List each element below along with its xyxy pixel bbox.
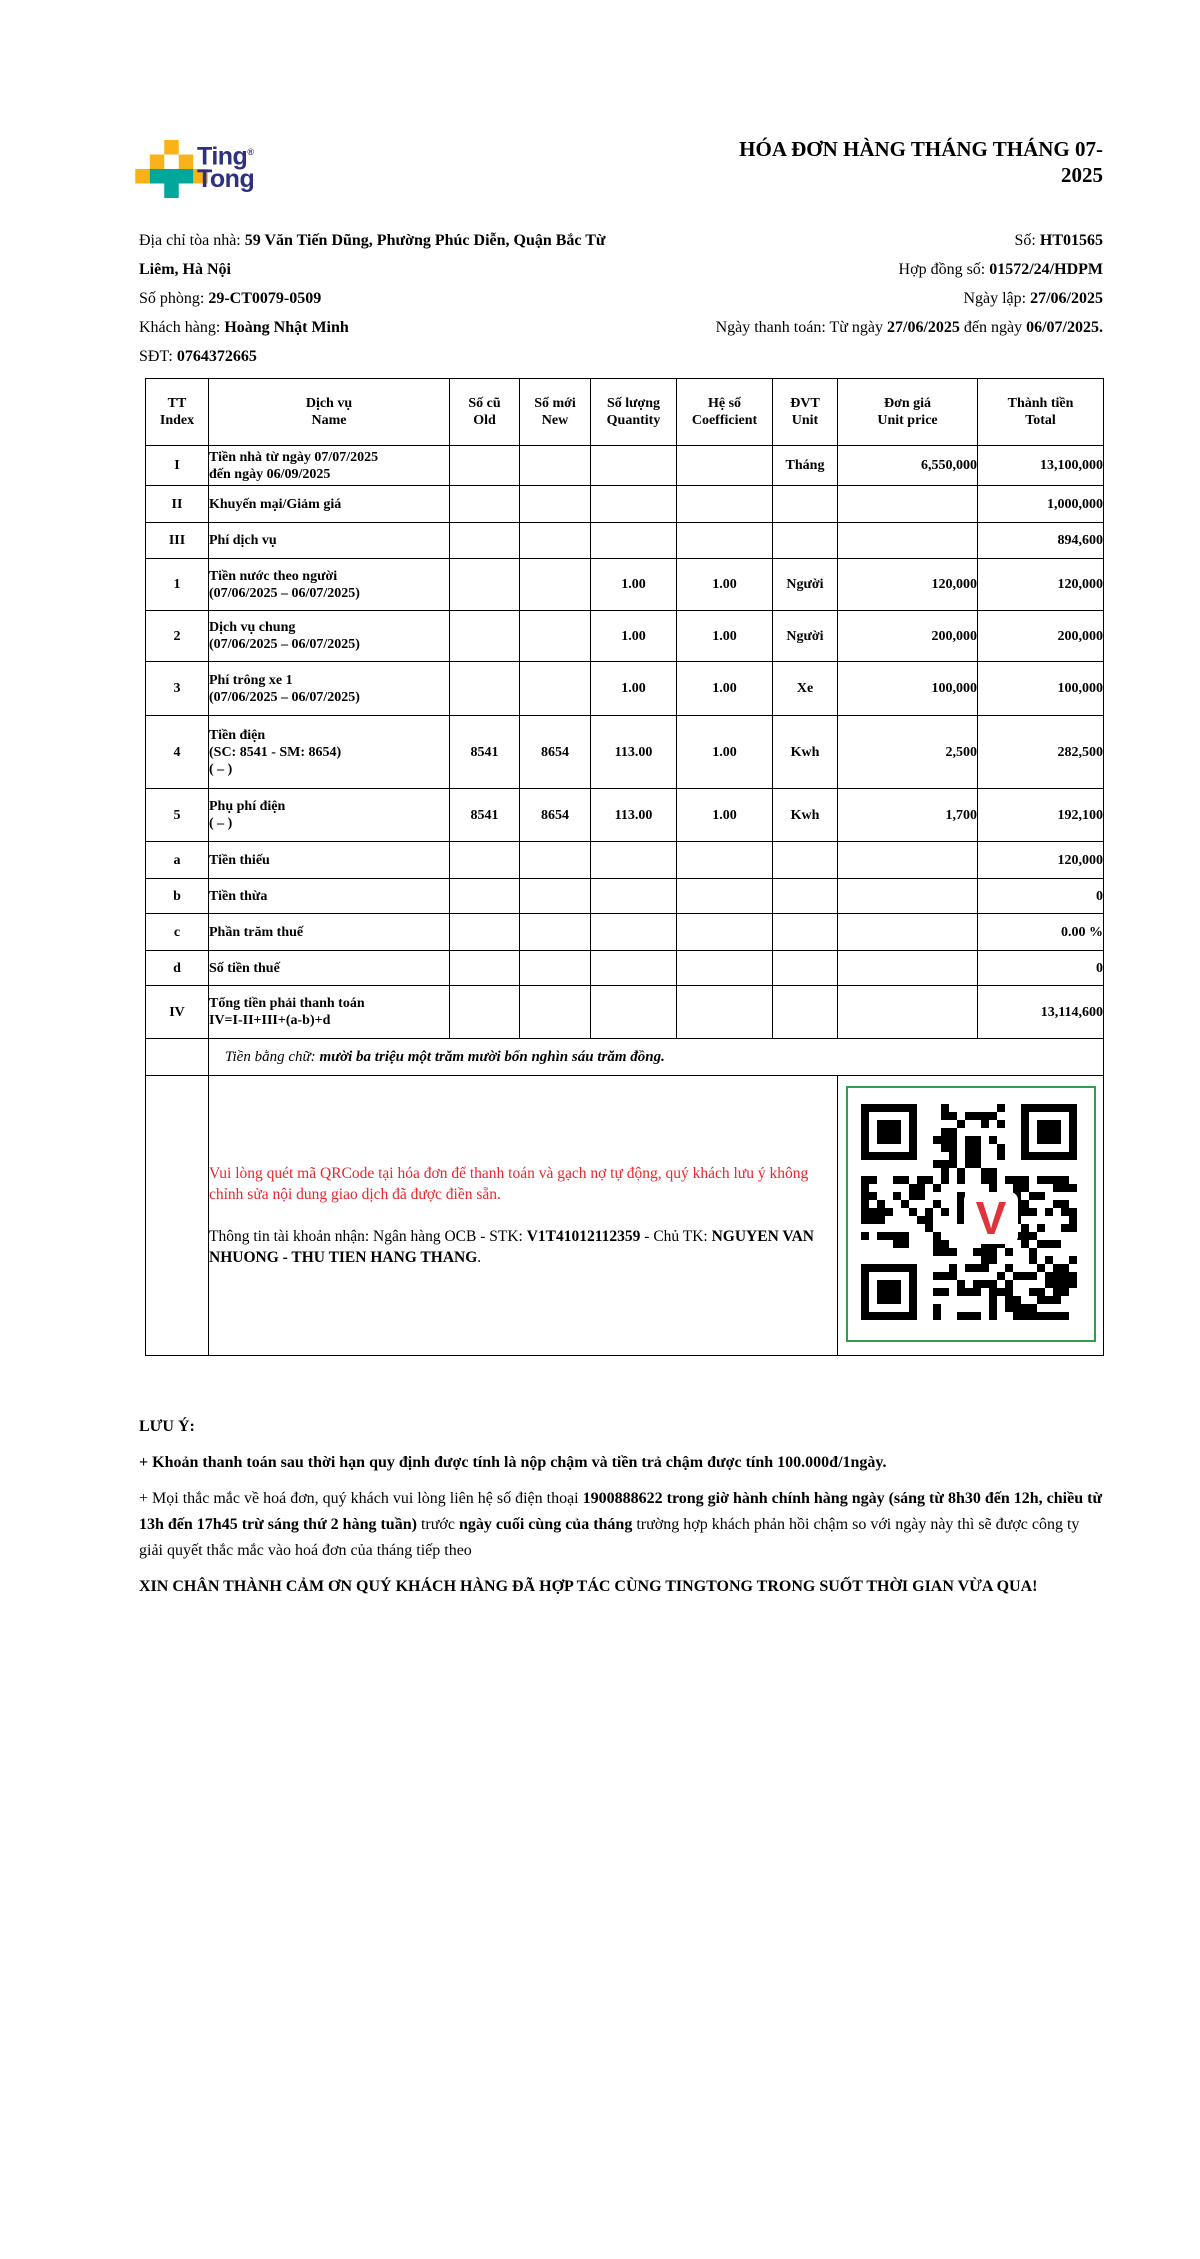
- service-name-cell: [209, 986, 450, 1039]
- hotline-note-part2: trước: [416, 1516, 459, 1533]
- table-row: [146, 446, 1104, 486]
- coefficient-cell: 1.00: [677, 611, 773, 662]
- invoice-number-label: Số:: [1014, 232, 1040, 249]
- invoice-title-line2: 2025: [1061, 163, 1103, 187]
- table-row: [146, 662, 1104, 716]
- quantity-cell: [591, 523, 677, 559]
- service-name-line: Tổng tiền phải thanh toán: [209, 996, 365, 1011]
- address-value: 59 Văn Tiến Dũng, Phường Phúc Diễn, Quận Bắc Từ Liêm, Hà Nội: [139, 232, 606, 278]
- brand-word-ting: Ting: [197, 142, 248, 171]
- row-index-cell: a: [146, 842, 209, 879]
- closing-thanks: XIN CHÂN THÀNH CẢM ƠN QUÝ KHÁCH HÀNG ĐÃ HỢP TÁC CÙNG TINGTONG TRONG SUỐT THỜI GIAN VỪA QUA!: [139, 1578, 1038, 1595]
- service-name-line: Phí trông xe 1: [209, 672, 293, 688]
- phone-value: 0764372665: [176, 348, 257, 365]
- invoice-page: [139, 0, 1103, 2259]
- old-reading-cell: [450, 446, 520, 486]
- table-row: [146, 914, 1104, 951]
- old-reading-cell: [450, 951, 520, 986]
- room-label: Số phòng:: [139, 290, 209, 307]
- coefficient-cell: [677, 842, 773, 879]
- customer-label: Khách hàng:: [139, 319, 225, 336]
- account-holder: NGUYEN VAN NHUONG - THU TIEN HANG THANG: [209, 1228, 814, 1266]
- contract-label: Hợp đồng số:: [898, 261, 990, 278]
- qr-code-cell: [838, 1076, 1104, 1356]
- unit-cell: Kwh: [773, 716, 838, 789]
- header-unit-price: Đơn giá Unit price: [838, 379, 978, 446]
- unit-price-cell: 120,000: [838, 559, 978, 611]
- service-name-cell: [209, 611, 450, 662]
- row-index-cell: I: [146, 446, 209, 486]
- unit-price-cell: [838, 842, 978, 879]
- new-reading-cell: 8654: [520, 789, 591, 842]
- service-name-line: Số tiền thuế: [209, 960, 280, 976]
- old-reading-cell: [450, 523, 520, 559]
- header-coefficient: Hệ số Coefficient: [677, 379, 773, 446]
- old-reading-cell: [450, 986, 520, 1039]
- table-row: [146, 523, 1104, 559]
- hotline-note: [139, 1486, 1103, 1564]
- new-reading-cell: [520, 986, 591, 1039]
- row-index-cell: IV: [146, 986, 209, 1039]
- service-name-line: Tiền nhà từ ngày 07/07/2025: [209, 449, 379, 465]
- service-name-line: Khuyến mại/Giảm giá: [209, 496, 342, 512]
- address-label: Địa chỉ tòa nhà:: [139, 232, 245, 249]
- deadline-emphasis: ngày cuối cùng của tháng: [458, 1516, 633, 1533]
- row-index-cell: II: [146, 486, 209, 523]
- table-row: [146, 842, 1104, 879]
- unit-price-cell: 6,550,000: [838, 446, 978, 486]
- contract-value: 01572/24/HDPM: [989, 261, 1103, 278]
- service-name-line: Phần trăm thuế: [209, 924, 304, 940]
- issue-date-line: [543, 284, 1103, 313]
- service-name-cell: [209, 559, 450, 611]
- row-index-cell: 5: [146, 789, 209, 842]
- service-name-cell: [209, 789, 450, 842]
- new-reading-cell: [520, 611, 591, 662]
- row-index-cell: d: [146, 951, 209, 986]
- table-row: [146, 951, 1104, 986]
- unit-price-cell: [838, 986, 978, 1039]
- service-name-cell: [209, 914, 450, 951]
- unit-cell: [773, 523, 838, 559]
- quantity-cell: 1.00: [591, 611, 677, 662]
- service-name-cell: [209, 662, 450, 716]
- unit-price-cell: 100,000: [838, 662, 978, 716]
- quantity-cell: [591, 842, 677, 879]
- coefficient-cell: 1.00: [677, 662, 773, 716]
- coefficient-cell: [677, 446, 773, 486]
- row-index-cell: c: [146, 914, 209, 951]
- quantity-cell: 1.00: [591, 662, 677, 716]
- unit-price-cell: [838, 879, 978, 914]
- contract-number-line: [543, 255, 1103, 284]
- qr-instruction-text: Vui lòng quét mã QRCode tại hóa đơn để thanh toán và gạch nợ tự động, quý khách lưu ý không chỉnh sửa nội dung giao dịch đã được điền sẵn.: [209, 1165, 809, 1203]
- unit-cell: [773, 986, 838, 1039]
- quantity-cell: [591, 879, 677, 914]
- late-payment-note: + Khoản thanh toán sau thời hạn quy định được tính là nộp chậm và tiền trả chậm được tính 100.000đ/1ngày.: [139, 1454, 887, 1471]
- service-name-cell: [209, 951, 450, 986]
- service-name-line: Tiền nước theo người: [209, 568, 338, 584]
- issue-date-value: 27/06/2025: [1030, 290, 1103, 307]
- invoice-number-value: HT01565: [1039, 232, 1103, 249]
- coefficient-cell: 1.00: [677, 559, 773, 611]
- coefficient-cell: [677, 986, 773, 1039]
- old-reading-cell: [450, 662, 520, 716]
- hotline-note-part3: trường hợp khách phản hồi chậm so với ngày này thì sẽ được công ty giải quyết thắc mắc vào hoá đơn của tháng tiếp theo: [139, 1516, 1080, 1559]
- amount-in-words-row: [146, 1039, 1104, 1076]
- service-name-line: (SC: 8541 - SM: 8654): [209, 744, 342, 760]
- room-value: 29-CT0079-0509: [208, 290, 322, 307]
- issue-date-label: Ngày lập:: [963, 290, 1031, 307]
- service-name-line: Phụ phí điện: [209, 799, 286, 814]
- notes-heading: LƯU Ý:: [139, 1418, 195, 1435]
- total-cell: 0: [978, 879, 1104, 914]
- service-name-line: Tiền điện: [209, 727, 266, 743]
- customer-value: Hoàng Nhật Minh: [224, 319, 349, 336]
- old-reading-cell: [450, 879, 520, 914]
- new-reading-cell: [520, 951, 591, 986]
- total-cell: 13,100,000: [978, 446, 1104, 486]
- row-index-cell: 4: [146, 716, 209, 789]
- empty-index-cell: [146, 1039, 209, 1076]
- service-name-line: ( – ): [209, 816, 233, 831]
- total-cell: 100,000: [978, 662, 1104, 716]
- new-reading-cell: [520, 662, 591, 716]
- quantity-cell: 113.00: [591, 716, 677, 789]
- unit-price-cell: [838, 486, 978, 523]
- old-reading-cell: [450, 914, 520, 951]
- invoice-title-line1: HÓA ĐƠN HÀNG THÁNG THÁNG 07-: [739, 137, 1103, 161]
- payment-from-value: 27/06/2025: [887, 319, 960, 336]
- table-header-row: [146, 379, 1104, 446]
- coefficient-cell: [677, 914, 773, 951]
- unit-cell: [773, 486, 838, 523]
- total-cell: 1,000,000: [978, 486, 1104, 523]
- service-name-line: đến ngày 06/09/2025: [209, 466, 331, 482]
- coefficient-cell: 1.00: [677, 789, 773, 842]
- hotline-number: 1900888622 trong giờ hành chính hàng ngày (sáng từ 8h30 đến 12h, chiều từ 13h đến 17h45 trừ sáng thứ 2 hàng tuần): [139, 1490, 1103, 1533]
- total-cell: 120,000: [978, 559, 1104, 611]
- coefficient-cell: [677, 486, 773, 523]
- table-row: [146, 716, 1104, 789]
- service-name-line: (07/06/2025 – 06/07/2025): [209, 689, 360, 705]
- total-cell: 120,000: [978, 842, 1104, 879]
- old-reading-cell: 8541: [450, 789, 520, 842]
- account-label: Thông tin tài khoản nhận: Ngân hàng OCB - STK:: [209, 1228, 527, 1245]
- coefficient-cell: [677, 951, 773, 986]
- new-reading-cell: [520, 914, 591, 951]
- unit-cell: Người: [773, 611, 838, 662]
- payment-instructions-cell: [209, 1076, 838, 1356]
- new-reading-cell: [520, 523, 591, 559]
- service-name-line: (07/06/2025 – 06/07/2025): [209, 585, 360, 601]
- unit-price-cell: [838, 951, 978, 986]
- old-reading-cell: [450, 842, 520, 879]
- quantity-cell: [591, 446, 677, 486]
- amount-in-words-label: Tiền bằng chữ:: [225, 1048, 320, 1065]
- invoice-meta: [543, 226, 1103, 342]
- payment-period-mid: đến ngày: [959, 319, 1027, 336]
- unit-cell: Kwh: [773, 789, 838, 842]
- row-index-cell: 2: [146, 611, 209, 662]
- unit-price-cell: 200,000: [838, 611, 978, 662]
- old-reading-cell: [450, 611, 520, 662]
- quantity-cell: [591, 986, 677, 1039]
- service-name-cell: [209, 716, 450, 789]
- total-cell: 200,000: [978, 611, 1104, 662]
- service-name-cell: [209, 486, 450, 523]
- payment-period-line: [543, 313, 1103, 342]
- row-index-cell: 1: [146, 559, 209, 611]
- table-row: [146, 986, 1104, 1039]
- total-cell: 0.00 %: [978, 914, 1104, 951]
- old-reading-cell: [450, 559, 520, 611]
- total-cell: 282,500: [978, 716, 1104, 789]
- header-service: Dịch vụ Name: [209, 379, 450, 446]
- payment-to-value: 06/07/2025.: [1026, 319, 1103, 336]
- header-total: Thành tiền Total: [978, 379, 1104, 446]
- payment-period-label: Ngày thanh toán: Từ ngày: [715, 319, 888, 336]
- total-cell: 0: [978, 951, 1104, 986]
- quantity-cell: [591, 914, 677, 951]
- new-reading-cell: [520, 559, 591, 611]
- unit-cell: [773, 879, 838, 914]
- row-index-cell: 3: [146, 662, 209, 716]
- unit-price-cell: 1,700: [838, 789, 978, 842]
- unit-cell: [773, 951, 838, 986]
- new-reading-cell: [520, 879, 591, 914]
- table-row: [146, 789, 1104, 842]
- service-name-line: Dịch vụ chung: [209, 620, 296, 635]
- header-index: TT Index: [146, 379, 209, 446]
- invoice-title: [623, 136, 1103, 188]
- row-index-cell: b: [146, 879, 209, 914]
- service-name-line: Phí dịch vụ: [209, 533, 277, 548]
- unit-cell: Người: [773, 559, 838, 611]
- service-name-line: ( – ): [209, 761, 233, 777]
- header-new: Số mới New: [520, 379, 591, 446]
- header-quantity: Số lượng Quantity: [591, 379, 677, 446]
- brand-word-tong: Tong: [197, 165, 255, 194]
- service-name-line: (07/06/2025 – 06/07/2025): [209, 637, 360, 652]
- account-end: .: [477, 1249, 482, 1266]
- header-unit: ĐVT Unit: [773, 379, 838, 446]
- table-row: [146, 611, 1104, 662]
- quantity-cell: 113.00: [591, 789, 677, 842]
- total-cell: 13,114,600: [978, 986, 1104, 1039]
- quantity-cell: 1.00: [591, 559, 677, 611]
- service-name-line: Tiền thừa: [209, 888, 268, 904]
- hotline-note-part1: + Mọi thắc mắc về hoá đơn, quý khách vui lòng liên hệ số điện thoại: [139, 1490, 583, 1507]
- account-info-text: [209, 1226, 837, 1268]
- coefficient-cell: 1.00: [677, 716, 773, 789]
- unit-price-cell: [838, 523, 978, 559]
- qr-payment-row: [146, 1076, 1104, 1356]
- service-name-cell: [209, 523, 450, 559]
- new-reading-cell: 8654: [520, 716, 591, 789]
- coefficient-cell: [677, 523, 773, 559]
- new-reading-cell: [520, 842, 591, 879]
- qr-logo-v-icon: V: [964, 1192, 1018, 1244]
- old-reading-cell: [450, 486, 520, 523]
- phone-line: [139, 342, 641, 371]
- table-row: [146, 879, 1104, 914]
- unit-cell: Tháng: [773, 446, 838, 486]
- empty-index-cell: [146, 1076, 209, 1356]
- new-reading-cell: [520, 486, 591, 523]
- total-cell: 894,600: [978, 523, 1104, 559]
- coefficient-cell: [677, 879, 773, 914]
- account-number: V1T41012112359: [526, 1228, 641, 1245]
- invoice-table: [145, 378, 1104, 1356]
- phone-label: SĐT:: [139, 348, 177, 365]
- new-reading-cell: [520, 446, 591, 486]
- table-row: [146, 486, 1104, 523]
- quantity-cell: [591, 486, 677, 523]
- unit-price-cell: [838, 914, 978, 951]
- brand-wordmark: [197, 141, 255, 194]
- unit-cell: Xe: [773, 662, 838, 716]
- old-reading-cell: 8541: [450, 716, 520, 789]
- unit-cell: [773, 914, 838, 951]
- row-index-cell: III: [146, 523, 209, 559]
- qr-code: [846, 1086, 1096, 1342]
- service-name-cell: [209, 446, 450, 486]
- registered-mark: ®: [247, 147, 254, 157]
- quantity-cell: [591, 951, 677, 986]
- footer-notes: [139, 1414, 1103, 1610]
- unit-price-cell: 2,500: [838, 716, 978, 789]
- unit-cell: [773, 842, 838, 879]
- header-old: Số cũ Old: [450, 379, 520, 446]
- service-name-line: Tiền thiếu: [209, 852, 270, 868]
- service-name-cell: [209, 842, 450, 879]
- table-row: [146, 559, 1104, 611]
- amount-in-words-cell: [209, 1039, 1104, 1076]
- service-name-line: IV=I-II+III+(a-b)+d: [209, 1013, 331, 1028]
- amount-in-words-value: mười ba triệu một trăm mười bốn nghìn sáu trăm đồng.: [319, 1048, 665, 1065]
- total-cell: 192,100: [978, 789, 1104, 842]
- invoice-number-line: [543, 226, 1103, 255]
- service-name-cell: [209, 879, 450, 914]
- account-mid: - Chủ TK:: [640, 1228, 712, 1245]
